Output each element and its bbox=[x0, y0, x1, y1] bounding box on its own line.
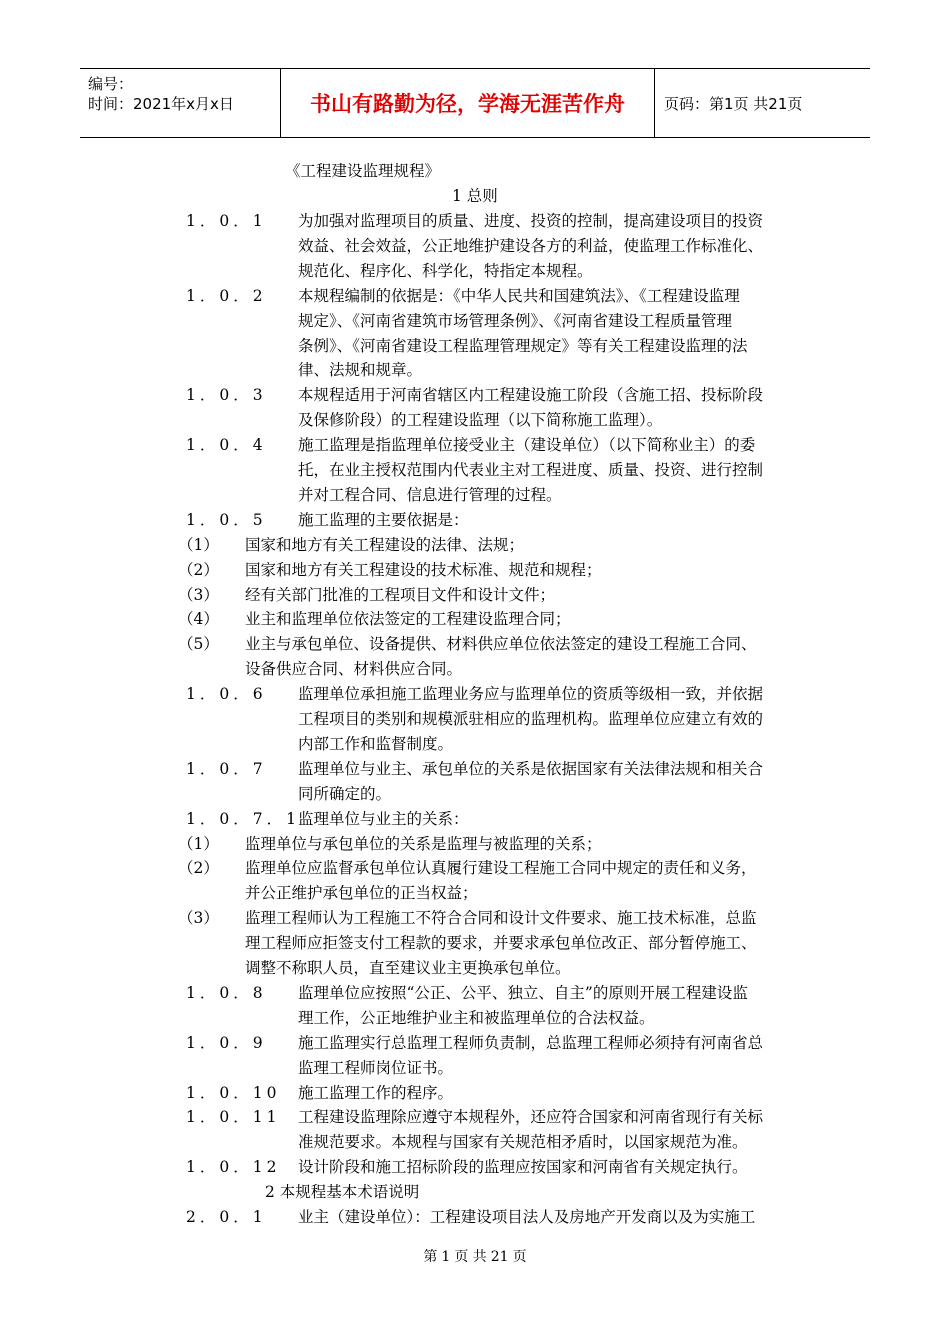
page-footer bbox=[0, 1248, 950, 1266]
clause-number: 1．0．11 bbox=[186, 1108, 281, 1126]
clause-text-line: 监理单位与业主的关系： bbox=[298, 810, 469, 828]
clause-text-line: 监理单位与业主、承包单位的关系是依据国家有关法律法规和相关合 bbox=[298, 760, 764, 778]
chapter-heading: 1 总则 bbox=[452, 187, 498, 205]
clause-text-line: 律、法规和规章。 bbox=[298, 361, 423, 379]
list-item-marker: （1） bbox=[178, 536, 219, 554]
list-item-text-line: 调整不称职人员，直至建议业主更换承包单位。 bbox=[245, 959, 571, 977]
list-item-text-line: 国家和地方有关工程建设的技术标准、规范和规程； bbox=[245, 561, 602, 579]
footer-prefix: 第 bbox=[423, 1249, 438, 1265]
footer-mid: 页 共 bbox=[454, 1249, 487, 1265]
clause-text-line: 准规范要求。本规程与国家有关规范相矛盾时，以国家规范为准。 bbox=[298, 1133, 748, 1151]
page-header bbox=[80, 68, 870, 138]
footer-suffix: 页 bbox=[512, 1249, 527, 1265]
list-item-marker: （2） bbox=[178, 561, 219, 579]
document-number-label: 编号： bbox=[88, 75, 134, 93]
list-item-text-line: 设备供应合同、材料供应合同。 bbox=[245, 660, 463, 678]
clause-text-line: 施工监理是指监理单位接受业主（建设单位）（以下简称业主）的委 bbox=[298, 436, 756, 454]
footer-total-pages: 21 bbox=[490, 1249, 509, 1265]
list-item-marker: （3） bbox=[178, 586, 219, 604]
clause-number: 1．0．10 bbox=[186, 1084, 281, 1102]
list-item-text-line: 监理工程师认为工程施工不符合合同和设计文件要求、施工技术标准，总监 bbox=[245, 909, 757, 927]
clause-text-line: 工程项目的类别和规模派驻相应的监理机构。监理单位应建立有效的 bbox=[298, 710, 764, 728]
header-motto: 书山有路勤为径，学海无涯苦作舟 bbox=[310, 92, 625, 116]
header-page-label: 页码：第1页 共21页 bbox=[664, 94, 803, 113]
list-item-text-line: 监理单位与承包单位的关系是监理与被监理的关系； bbox=[245, 835, 602, 853]
clause-text-line: 托，在业主授权范围内代表业主对工程进度、质量、投资、进行控制 bbox=[298, 461, 764, 479]
list-item-text-line: 国家和地方有关工程建设的法律、法规； bbox=[245, 536, 525, 554]
clause-number: 1．0．5 bbox=[186, 511, 267, 529]
list-item-marker: （3） bbox=[178, 909, 219, 927]
clause-text-line: 效益、社会效益，公正地维护建设各方的利益，使监理工作标准化、 bbox=[298, 237, 764, 255]
list-item-marker: （4） bbox=[178, 610, 219, 628]
list-item-text-line: 理工程师应拒签支付工程款的要求，并要求承包单位改正、部分暂停施工、 bbox=[245, 934, 757, 952]
clause-number: 1．0．2 bbox=[186, 287, 267, 305]
clause-text-line: 工程建设监理除应遵守本规程外，还应符合国家和河南省现行有关标 bbox=[298, 1108, 764, 1126]
clause-text-line: 监理工程师岗位证书。 bbox=[298, 1059, 454, 1077]
header-meta bbox=[80, 69, 280, 137]
clause-number: 1．0．12 bbox=[186, 1158, 281, 1176]
clause-number: 1．0．7 bbox=[186, 760, 267, 778]
clause-number: 1．0．3 bbox=[186, 386, 267, 404]
list-item-text-line: 并公正维护承包单位的正当权益； bbox=[245, 884, 478, 902]
clause-text-line: 施工监理工作的程序。 bbox=[298, 1084, 454, 1102]
clause-text-line: 监理单位应按照“公正、公平、独立、自主”的原则开展工程建设监 bbox=[298, 984, 748, 1002]
clause-text-line: 同所确定的。 bbox=[298, 785, 392, 803]
clause-number: 2．0．1 bbox=[186, 1208, 267, 1226]
clause-text-line: 施工监理的主要依据是： bbox=[298, 511, 469, 529]
clause-text-line: 为加强对监理项目的质量、进度、投资的控制，提高建设项目的投资 bbox=[298, 212, 764, 230]
clause-text-line: 理工作，公正地维护业主和被监理单位的合法权益。 bbox=[298, 1009, 655, 1027]
clause-number: 1．0．9 bbox=[186, 1034, 267, 1052]
clause-number: 1．0．8 bbox=[186, 984, 267, 1002]
list-item-marker: （1） bbox=[178, 835, 219, 853]
clause-text-line: 监理单位承担施工监理业务应与监理单位的资质等级相一致，并依据 bbox=[298, 685, 764, 703]
list-item-text-line: 业主与承包单位、设备提供、材料供应单位依法签定的建设工程施工合同、 bbox=[245, 635, 757, 653]
list-item-text-line: 监理单位应监督承包单位认真履行建设工程施工合同中规定的责任和义务， bbox=[245, 859, 757, 877]
document-title: 《工程建设监理规程》 bbox=[285, 162, 441, 180]
clause-number: 1．0．4 bbox=[186, 436, 267, 454]
clause-number: 1．0．7．1 bbox=[186, 810, 300, 828]
footer-page-number: 1 bbox=[441, 1249, 451, 1265]
clause-number: 1．0．1 bbox=[186, 212, 267, 230]
document-date-label: 时间：2021年x月x日 bbox=[88, 95, 234, 113]
clause-text-line: 内部工作和监督制度。 bbox=[298, 735, 454, 753]
clause-text-line: 并对工程合同、信息进行管理的过程。 bbox=[298, 486, 562, 504]
clause-text-line: 业主（建设单位）：工程建设项目法人及房地产开发商以及为实施工 bbox=[298, 1208, 756, 1226]
list-item-text-line: 经有关部门批准的工程项目文件和设计文件； bbox=[245, 586, 556, 604]
clause-text-line: 规定》、《河南省建筑市场管理条例》、《河南省建设工程质量管理 bbox=[298, 312, 733, 330]
clause-text-line: 设计阶段和施工招标阶段的监理应按国家和河南省有关规定执行。 bbox=[298, 1158, 748, 1176]
list-item-marker: （5） bbox=[178, 635, 219, 653]
clause-number: 1．0．6 bbox=[186, 685, 267, 703]
clause-text-line: 施工监理实行总监理工程师负责制，总监理工程师必须持有河南省总 bbox=[298, 1034, 764, 1052]
list-item-marker: （2） bbox=[178, 859, 219, 877]
chapter-heading: 2 本规程基本术语说明 bbox=[265, 1183, 420, 1201]
clause-text-line: 规范化、程序化、科学化，特指定本规程。 bbox=[298, 262, 593, 280]
list-item-text-line: 业主和监理单位依法签定的工程建设监理合同； bbox=[245, 610, 571, 628]
header-divider bbox=[654, 69, 655, 137]
clause-text-line: 本规程适用于河南省辖区内工程建设施工阶段（含施工招、投标阶段 bbox=[298, 386, 764, 404]
clause-text-line: 条例》、《河南省建设工程监理管理规定》等有关工程建设监理的法 bbox=[298, 337, 748, 355]
clause-text-line: 本规程编制的依据是：《中华人民共和国建筑法》、《工程建设监理 bbox=[298, 287, 740, 305]
clause-text-line: 及保修阶段）的工程建设监理（以下简称施工监理）。 bbox=[298, 411, 663, 429]
